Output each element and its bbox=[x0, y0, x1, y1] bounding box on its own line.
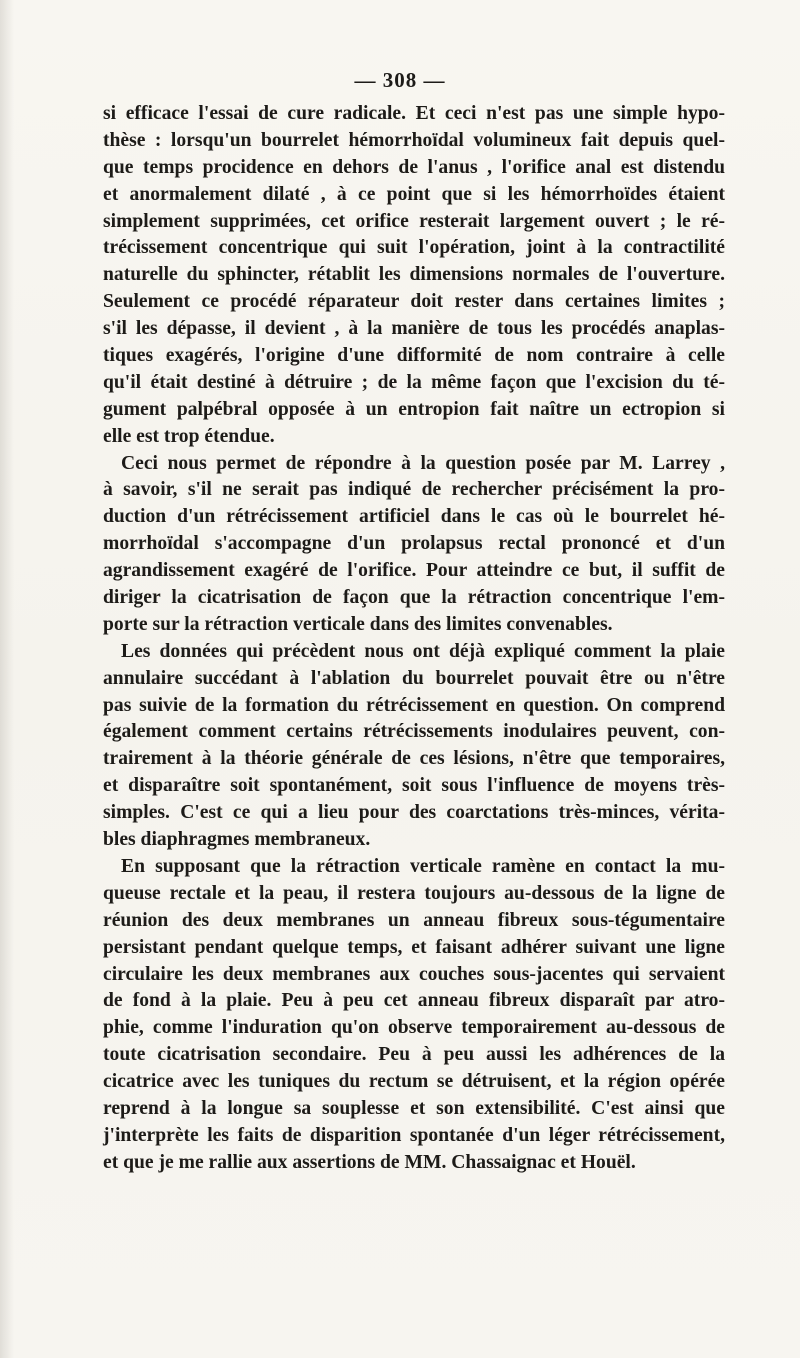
text-line: trécissement concentrique qui suit l'opération, joint à la contractilité bbox=[103, 237, 725, 259]
text-line: persistant pendant quelque temps, et faisant adhérer suivant une ligne bbox=[103, 936, 725, 958]
text-line: diriger la cicatrisation de façon que la rétraction concentrique l'em- bbox=[103, 587, 725, 609]
text-line: pas suivie de la formation du rétrécissement en question. On comprend bbox=[103, 694, 725, 716]
text-line: circulaire les deux membranes aux couches sous-jacentes qui servaient bbox=[103, 963, 725, 985]
text-line: que temps procidence en dehors de l'anus , l'orifice anal est distendu bbox=[103, 156, 725, 178]
text-line: Ceci nous permet de répondre à la question posée par M. Larrey , bbox=[121, 452, 725, 474]
text-line: à savoir, s'il ne serait pas indiqué de rechercher précisément la pro- bbox=[103, 479, 725, 501]
text-line: Seulement ce procédé réparateur doit rester dans certaines limites ; bbox=[103, 291, 725, 313]
text-line: cicatrice avec les tuniques du rectum se détruisent, et la région opérée bbox=[103, 1071, 725, 1093]
text-line: si efficace l'essai de cure radicale. Et ceci n'est pas une simple hypo- bbox=[103, 103, 725, 124]
text-line: agrandissement exagéré de l'orifice. Pour atteindre ce but, il suffit de bbox=[103, 560, 725, 582]
text-line: s'il les dépasse, il devient , à la manière de tous les procédés anaplas- bbox=[103, 318, 725, 340]
text-line: également comment certains rétrécissements inodulaires peuvent, con- bbox=[103, 721, 725, 743]
text-line: En supposant que la rétraction verticale ramène en contact la mu- bbox=[121, 855, 725, 877]
text-line: simplement supprimées, cet orifice resterait largement ouvert ; le ré- bbox=[103, 210, 725, 232]
text-line: thèse : lorsqu'un bourrelet hémorrhoïdal volumineux fait depuis quel- bbox=[103, 129, 725, 151]
text-line: de fond à la plaie. Peu à peu cet anneau fibreux disparaît par atro- bbox=[103, 990, 725, 1012]
body-text bbox=[103, 101, 725, 1177]
text-line: elle est trop étendue. bbox=[103, 425, 275, 447]
text-line: toute cicatrisation secondaire. Peu à peu aussi les adhérences de la bbox=[103, 1044, 725, 1066]
text-line: annulaire succédant à l'ablation du bourrelet pouvait être ou n'être bbox=[103, 667, 725, 689]
text-line: naturelle du sphincter, rétablit les dimensions normales de l'ouverture. bbox=[103, 264, 725, 286]
text-line: phie, comme l'induration qu'on observe temporairement au-dessous de bbox=[103, 1017, 725, 1039]
text-line: gument palpébral opposée à un entropion fait naître un ectropion si bbox=[103, 398, 725, 420]
text-line: et anormalement dilaté , à ce point que si les hémorrhoïdes étaient bbox=[103, 183, 725, 205]
text-line: et que je me rallie aux assertions de MM. Chassaignac et Houël. bbox=[103, 1151, 636, 1173]
text-line: reprend à la longue sa souplesse et son extensibilité. C'est ainsi que bbox=[103, 1097, 725, 1119]
page-edge-shadow bbox=[0, 0, 14, 1358]
text-line: j'interprète les faits de disparition spontanée d'un léger rétrécissement, bbox=[103, 1124, 725, 1146]
text-line: duction d'un rétrécissement artificiel dans le cas où le bourrelet hé- bbox=[103, 506, 725, 528]
text-line: et disparaître soit spontanément, soit sous l'influence de moyens très- bbox=[103, 775, 725, 797]
text-line: qu'il était destiné à détruire ; de la même façon que l'excision du té- bbox=[103, 371, 725, 393]
text-line: trairement à la théorie générale de ces lésions, n'être que temporaires, bbox=[103, 748, 725, 770]
text-line: morrhoïdal s'accompagne d'un prolapsus rectal prononcé et d'un bbox=[103, 533, 725, 555]
text-line: queuse rectale et la peau, il restera toujours au-dessous de la ligne de bbox=[103, 882, 725, 904]
text-line: porte sur la rétraction verticale dans des limites convenables. bbox=[103, 613, 613, 635]
text-line: Les données qui précèdent nous ont déjà expliqué comment la plaie bbox=[121, 640, 725, 662]
text-line: bles diaphragmes membraneux. bbox=[103, 829, 371, 851]
text-line: tiques exagérés, l'origine d'une difformité de nom contraire à celle bbox=[103, 345, 725, 367]
text-line: réunion des deux membranes un anneau fibreux sous-tégumentaire bbox=[103, 909, 725, 931]
page-number: — 308 — bbox=[354, 68, 446, 92]
text-line: simples. C'est ce qui a lieu pour des coarctations très-minces, vérita- bbox=[103, 802, 725, 824]
